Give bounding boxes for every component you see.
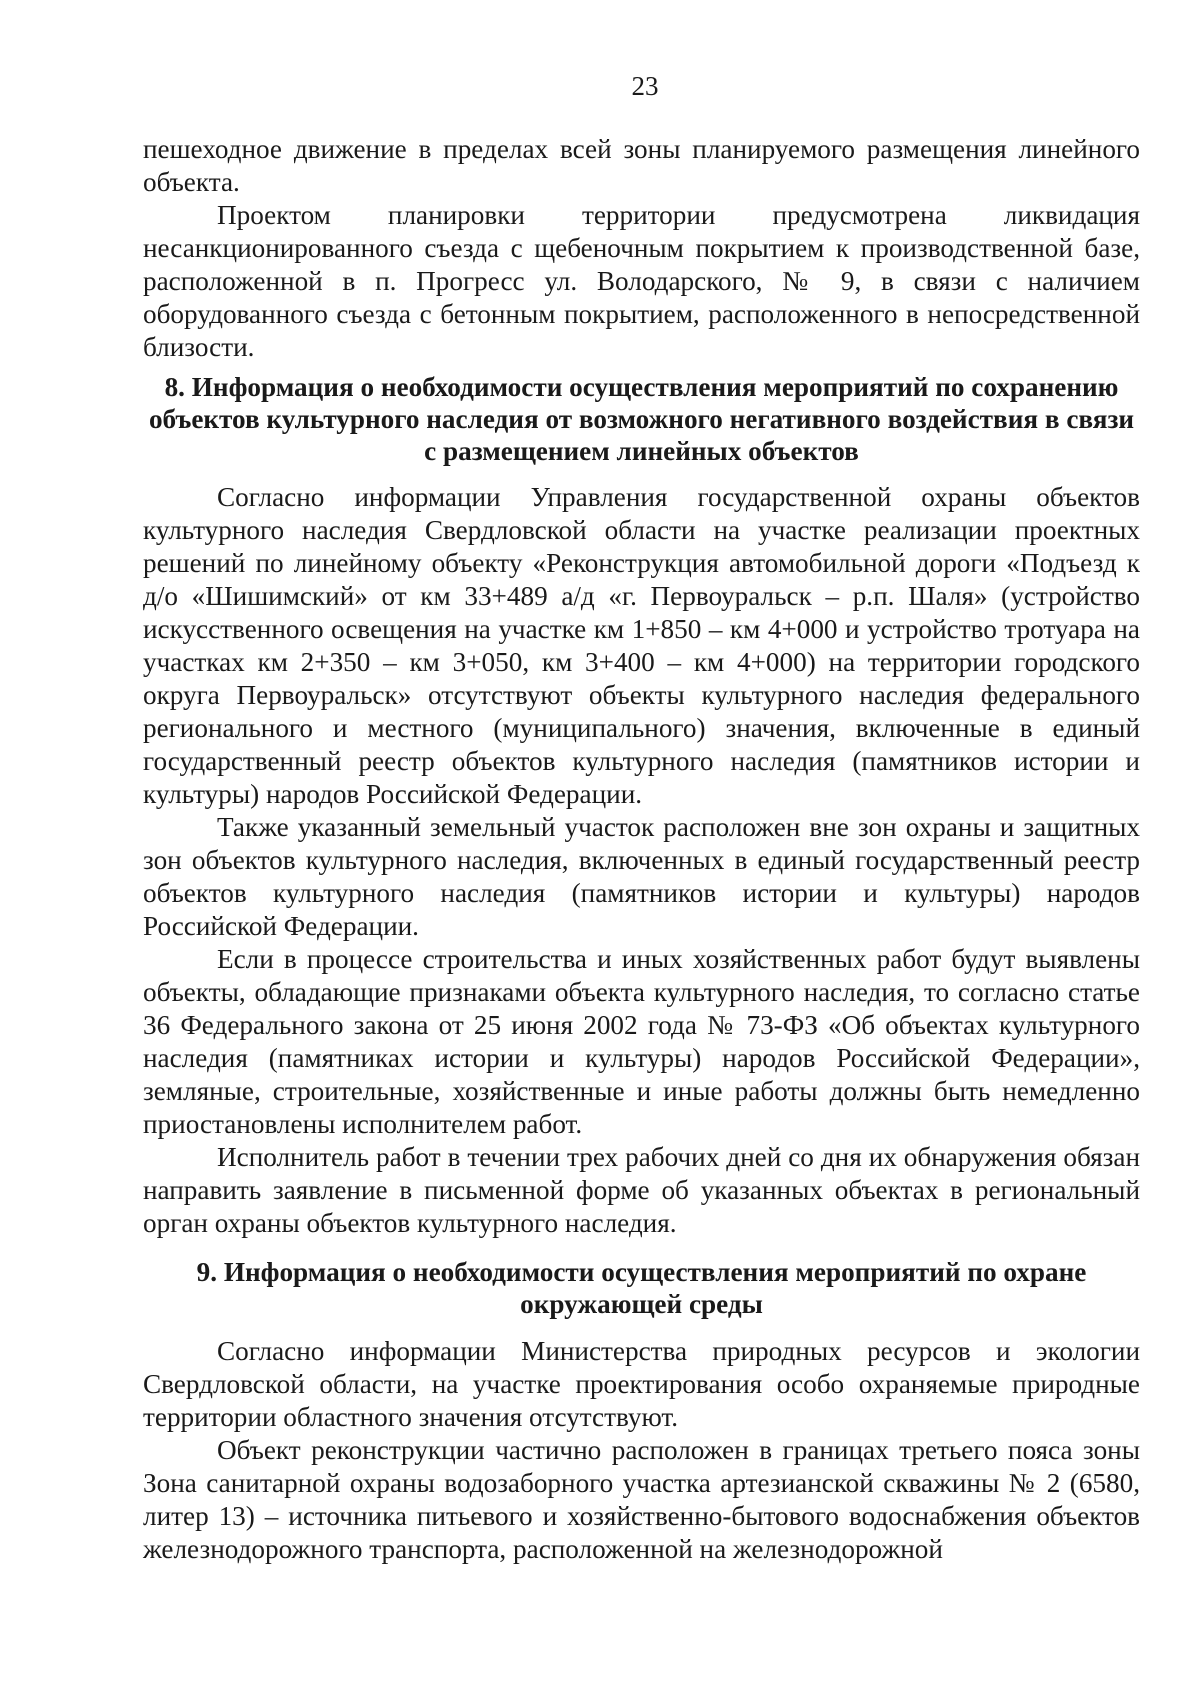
- section-8-heading: 8. Информация о необходимости осуществления мероприятий по сохранению объектов культурного наследия от возможного негативного воздействия в связи с размещением линейных объектов: [148, 372, 1135, 466]
- page-number: 23: [631, 71, 659, 101]
- document-body: [143, 133, 1140, 1566]
- section-8-paragraph: Также указанный земельный участок расположен вне зон охраны и защитных зон объектов культурного наследия, включенных в единый государственный реестр объектов культурного наследия (памятников истории и культуры) народов Российской Федерации.: [143, 812, 1140, 941]
- section-9-paragraph: Согласно информации Министерства природных ресурсов и экологии Свердловской области, на участке проектирования особо охраняемые природные территории областного значения отсутствуют.: [143, 1336, 1140, 1432]
- section-8-paragraph: Исполнитель работ в течении трех рабочих дней со дня их обнаружения обязан направить заявление в письменной форме об указанных объектах в региональный орган охраны объектов культурного наследия.: [143, 1142, 1140, 1238]
- section-9-paragraph: Объект реконструкции частично расположен в границах третьего пояса зоны Зона санитарной охраны водозаборного участка артезианской скважины № 2 (6580, литер 13) – источника питьевого и хозяйственно-бытового водоснабжения объектов железнодорожного транспорта, расположенной на железнодорожной: [143, 1435, 1140, 1564]
- paragraph-continuation: пешеходное движение в пределах всей зоны планируемого размещения линейного объекта.: [143, 134, 1140, 197]
- section-8-paragraph: Согласно информации Управления государственной охраны объектов культурного наследия Свердловской области на участке реализации проектных решений по линейному объекту «Реконструкция автомобильной дороги «Подъезд к д/о «Шишимский» от км 33+489 а/д «г. Первоуральск – р.п. Шаля» (устройство искусственного освещения на участке км 1+850 – км 4+000 и устройство тротуара на участках км 2+350 – км 3+050, км 3+400 – км 4+000) на территории городского округа Первоуральск» отсутствуют объекты культурного наследия федерального регионального и местного (муниципального) значения, включенные в единый государственный реестр объектов культурного наследия (памятников истории и культуры) народов Российской Федерации.: [143, 482, 1140, 809]
- section-8-paragraph: Если в процессе строительства и иных хозяйственных работ будут выявлены объекты, обладающие признаками объекта культурного наследия, то согласно статье 36 Федерального закона от 25 июня 2002 года № 73-ФЗ «Об объектах культурного наследия (памятниках истории и культуры) народов Российской Федерации», земляные, строительные, хозяйственные и иные работы должны быть немедленно приостановлены исполнителем работ.: [143, 944, 1140, 1139]
- section-9-heading: 9. Информация о необходимости осуществления мероприятий по охране окружающей среды: [196, 1257, 1087, 1319]
- paragraph-planning-project: Проектом планировки территории предусмотрена ликвидация несанкционированного съезда с щебеночным покрытием к производственной базе, расположенной в п. Прогресс ул. Володарского, № 9, в связи с наличием оборудованного съезда с бетонным покрытием, расположенного в непосредственной близости.: [143, 200, 1140, 362]
